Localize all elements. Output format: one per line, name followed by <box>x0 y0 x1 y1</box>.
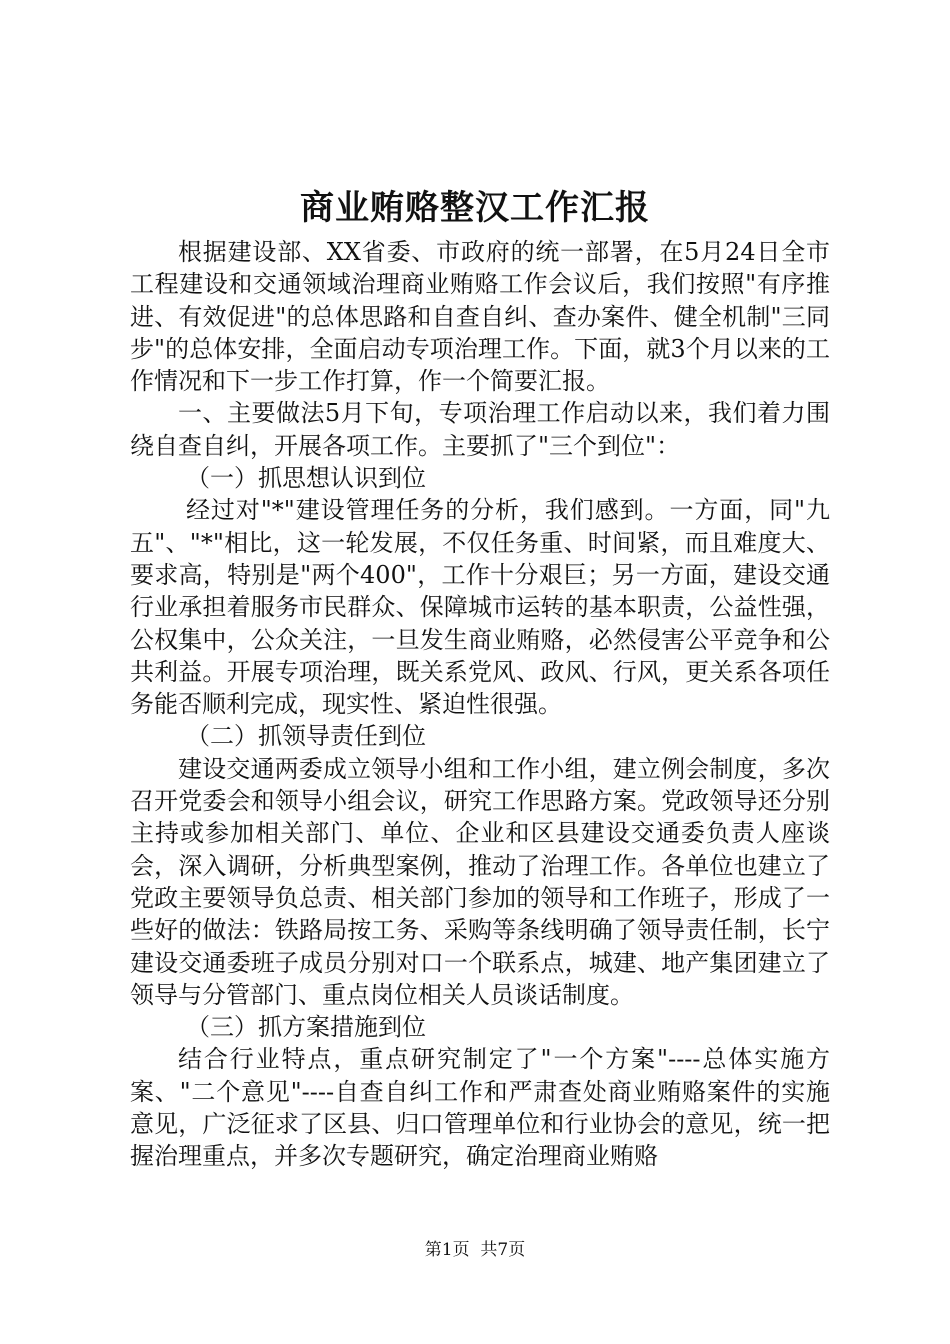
page-number-footer: 第1页 共7页 <box>424 1240 526 1260</box>
subheading-leadership: （二）抓领导责任到位 <box>186 722 426 751</box>
paragraph-section-one: 一、主要做法5月下旬，专项治理工作启动以来，我们着力围绕自查自纠，开展各项工作。主要抓了"三个到位"： <box>130 399 830 460</box>
page-title: 商业贿赂整汉工作汇报 <box>300 188 650 228</box>
paragraph-measures: 结合行业特点，重点研究制定了"一个方案"----总体实施方案、"二个意见"----自查自纠工作和严肃查处商业贿赂案件的实施意见，广泛征求了区县、归口管理单位和行业协会的意见，统一把握治理重点，并多次专题研究，确定治理商业贿赂 <box>130 1045 830 1171</box>
paragraph-leadership: 建设交通两委成立领导小组和工作小组，建立例会制度，多次召开党委会和领导小组会议，研究工作思路方案。党政领导还分别主持或参加相关部门、单位、企业和区县建设交通委负责人座谈会，深入调研，分析典型案例，推动了治理工作。各单位也建立了党政主要领导负总责、相关部门参加的领导和工作班子，形成了一些好的做法：铁路局按工务、采购等条线明确了领导责任制，长宁建设交通委班子成员分别对口一个联系点，城建、地产集团建立了领导与分管部门、重点岗位相关人员谈话制度。 <box>130 754 830 1009</box>
paragraph-intro: 根据建设部、XX省委、市政府的统一部署，在5月24日全市工程建设和交通领域治理商业贿赂工作会议后，我们按照"有序推进、有效促进"的总体思路和自查自纠、查办案件、健全机制"三同步"的总体安排，全面启动专项治理工作。下面，就3个月以来的工作情况和下一步工作打算，作一个简要汇报。 <box>130 238 830 396</box>
subheading-measures: （三）抓方案措施到位 <box>186 1013 426 1042</box>
subheading-thinking: （一）抓思想认识到位 <box>186 464 426 493</box>
paragraph-thinking: 经过对"*"建设管理任务的分析，我们感到。一方面，同"九五"、"*"相比，这一轮发展，不仅任务重、时间紧，而且难度大、要求高，特别是"两个400"，工作十分艰巨；另一方面，建设交通行业承担着服务市民群众、保障城市运转的基本职责，公益性强，公权集中，公众关注，一旦发生商业贿赂，必然侵害公平竞争和公共利益。开展专项治理，既关系党风、政风、行风，更关系各项任务能否顺利完成，现实性、紧迫性很强。 <box>130 496 830 719</box>
document-body <box>130 236 830 1173</box>
